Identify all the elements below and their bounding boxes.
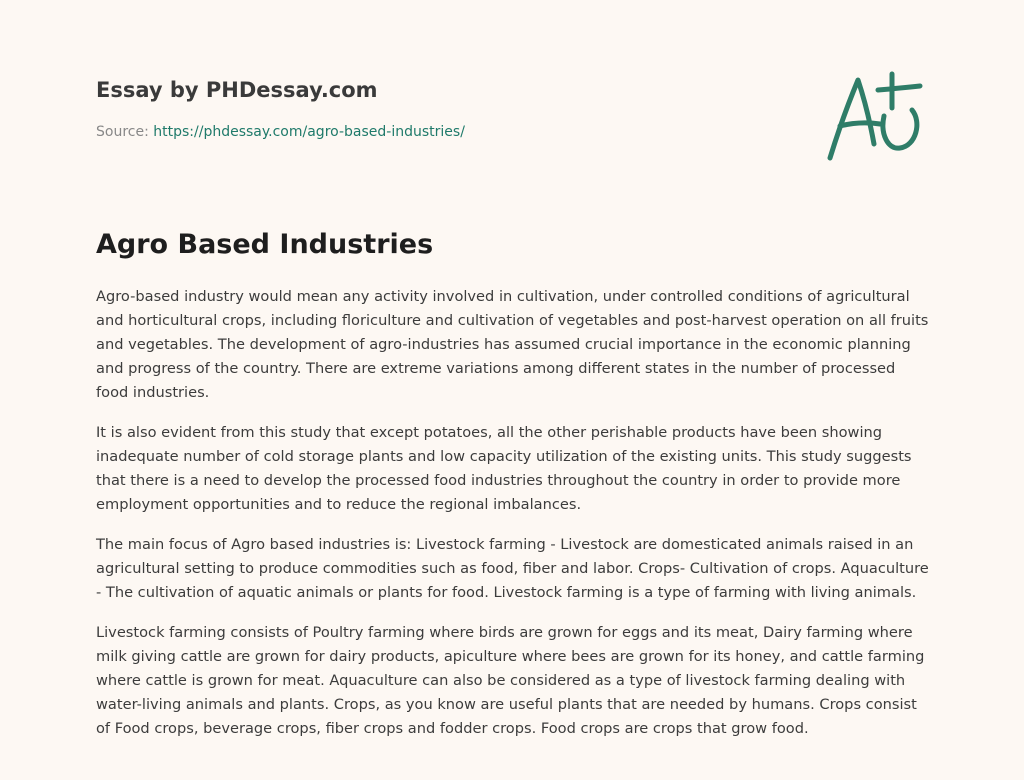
source-line — [96, 122, 796, 142]
article-body — [96, 285, 932, 757]
header — [96, 76, 796, 142]
article-title: Agro Based Industries — [96, 229, 434, 260]
source-label: Source: — [96, 124, 154, 140]
paragraph: The main focus of Agro based industries is: Livestock farming - Livestock are domesticated animals raised in an agricultural setting to produce commodities such as food, fiber and labor. Crops- Cultivation of crops. Aquaculture - The cultivation of aquatic animals or plants for food. Livestock farming is a type of farming with living animals. — [96, 536, 929, 601]
paragraph: It is also evident from this study that except potatoes, all the other perishable products have been showing inadequate number of cold storage plants and low capacity utilization of the existing units. This study suggests that there is a need to develop the processed food industries throughout the country in order to provide more employment opportunities and to reduce the regional imbalances. — [96, 424, 912, 513]
site-brand: Essay by PHDessay.com — [96, 78, 378, 102]
a-plus-grade-icon — [822, 68, 926, 164]
source-link[interactable]: https://phdessay.com/agro-based-industries/ — [153, 124, 465, 140]
paragraph: Livestock farming consists of Poultry farming where birds are grown for eggs and its meat, Dairy farming where milk giving cattle are grown for dairy products, apiculture where bees are grown for its honey, and cattle farming where cattle is grown for meat. Aquaculture can also be considered as a type of livestock farming dealing with water-living animals and plants. Crops, as you know are useful plants that are needed by humans. Crops consist of Food crops, beverage crops, fiber crops and fodder crops. Food crops are crops that grow food. — [96, 624, 925, 737]
paragraph: Agro-based industry would mean any activity involved in cultivation, under controlled conditions of agricultural and horticultural crops, including floriculture and cultivation of vegetables and post-harvest operation on all fruits and vegetables. The development of agro-industries has assumed crucial importance in the economic planning and progress of the country. There are extreme variations among different states in the number of processed food industries. — [96, 288, 929, 401]
